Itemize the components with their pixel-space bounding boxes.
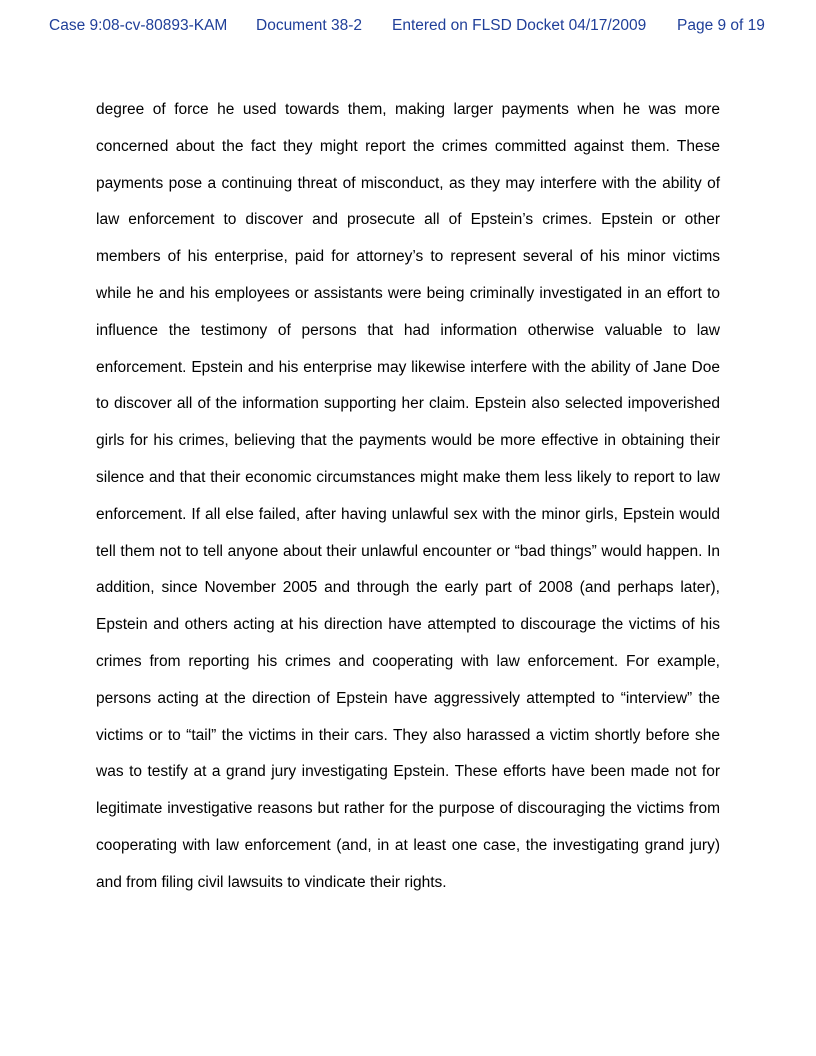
- docket-header: [0, 17, 816, 39]
- docket-entry-date: Entered on FLSD Docket 04/17/2009: [392, 17, 647, 34]
- page-number: Page 9 of 19: [677, 17, 765, 34]
- case-number: Case 9:08-cv-80893-KAM: [49, 17, 228, 34]
- document-number: Document 38-2: [256, 17, 362, 34]
- body-paragraph: degree of force he used towards them, making larger payments when he was more concerned about the fact they might report the crimes committed against them. These payments pose a continuing threat of misconduct, as they may interfere with the ability of law enforcement to discover and prosecute all of Epstein’s crimes. Epstein or other members of his enterprise, paid for attorney’s to represent several of his minor victims while he and his employees or assistants were being criminally investigated in an effort to influence the testimony of persons that had information otherwise valuable to law enforcement. Epstein and his enterprise may likewise interfere with the ability of Jane Doe to discover all of the information supporting her claim. Epstein also selected impoverished girls for his crimes, believing that the payments would be more effective in obtaining their silence and that their economic circumstances might make them less likely to report to law enforcement. If all else failed, after having unlawful sex with the minor girls, Epstein would tell them not to tell anyone about their unlawful encounter or “bad things” would happen. In addition, since November 2005 and through the early part of 2008 (and perhaps later), Epstein and others acting at his direction have attempted to discourage the victims of his crimes from reporting his crimes and cooperating with law enforcement. For example, persons acting at the direction of Epstein have aggressively attempted to “interview” the victims or to “tail” the victims in their cars. They also harassed a victim shortly before she was to testify at a grand jury investigating Epstein. These efforts have been made not for legitimate investigative reasons but rather for the purpose of discouraging the victims from cooperating with law enforcement (and, in at least one case, the investigating grand jury) and from filing civil lawsuits to vindicate their rights.: [96, 101, 720, 891]
